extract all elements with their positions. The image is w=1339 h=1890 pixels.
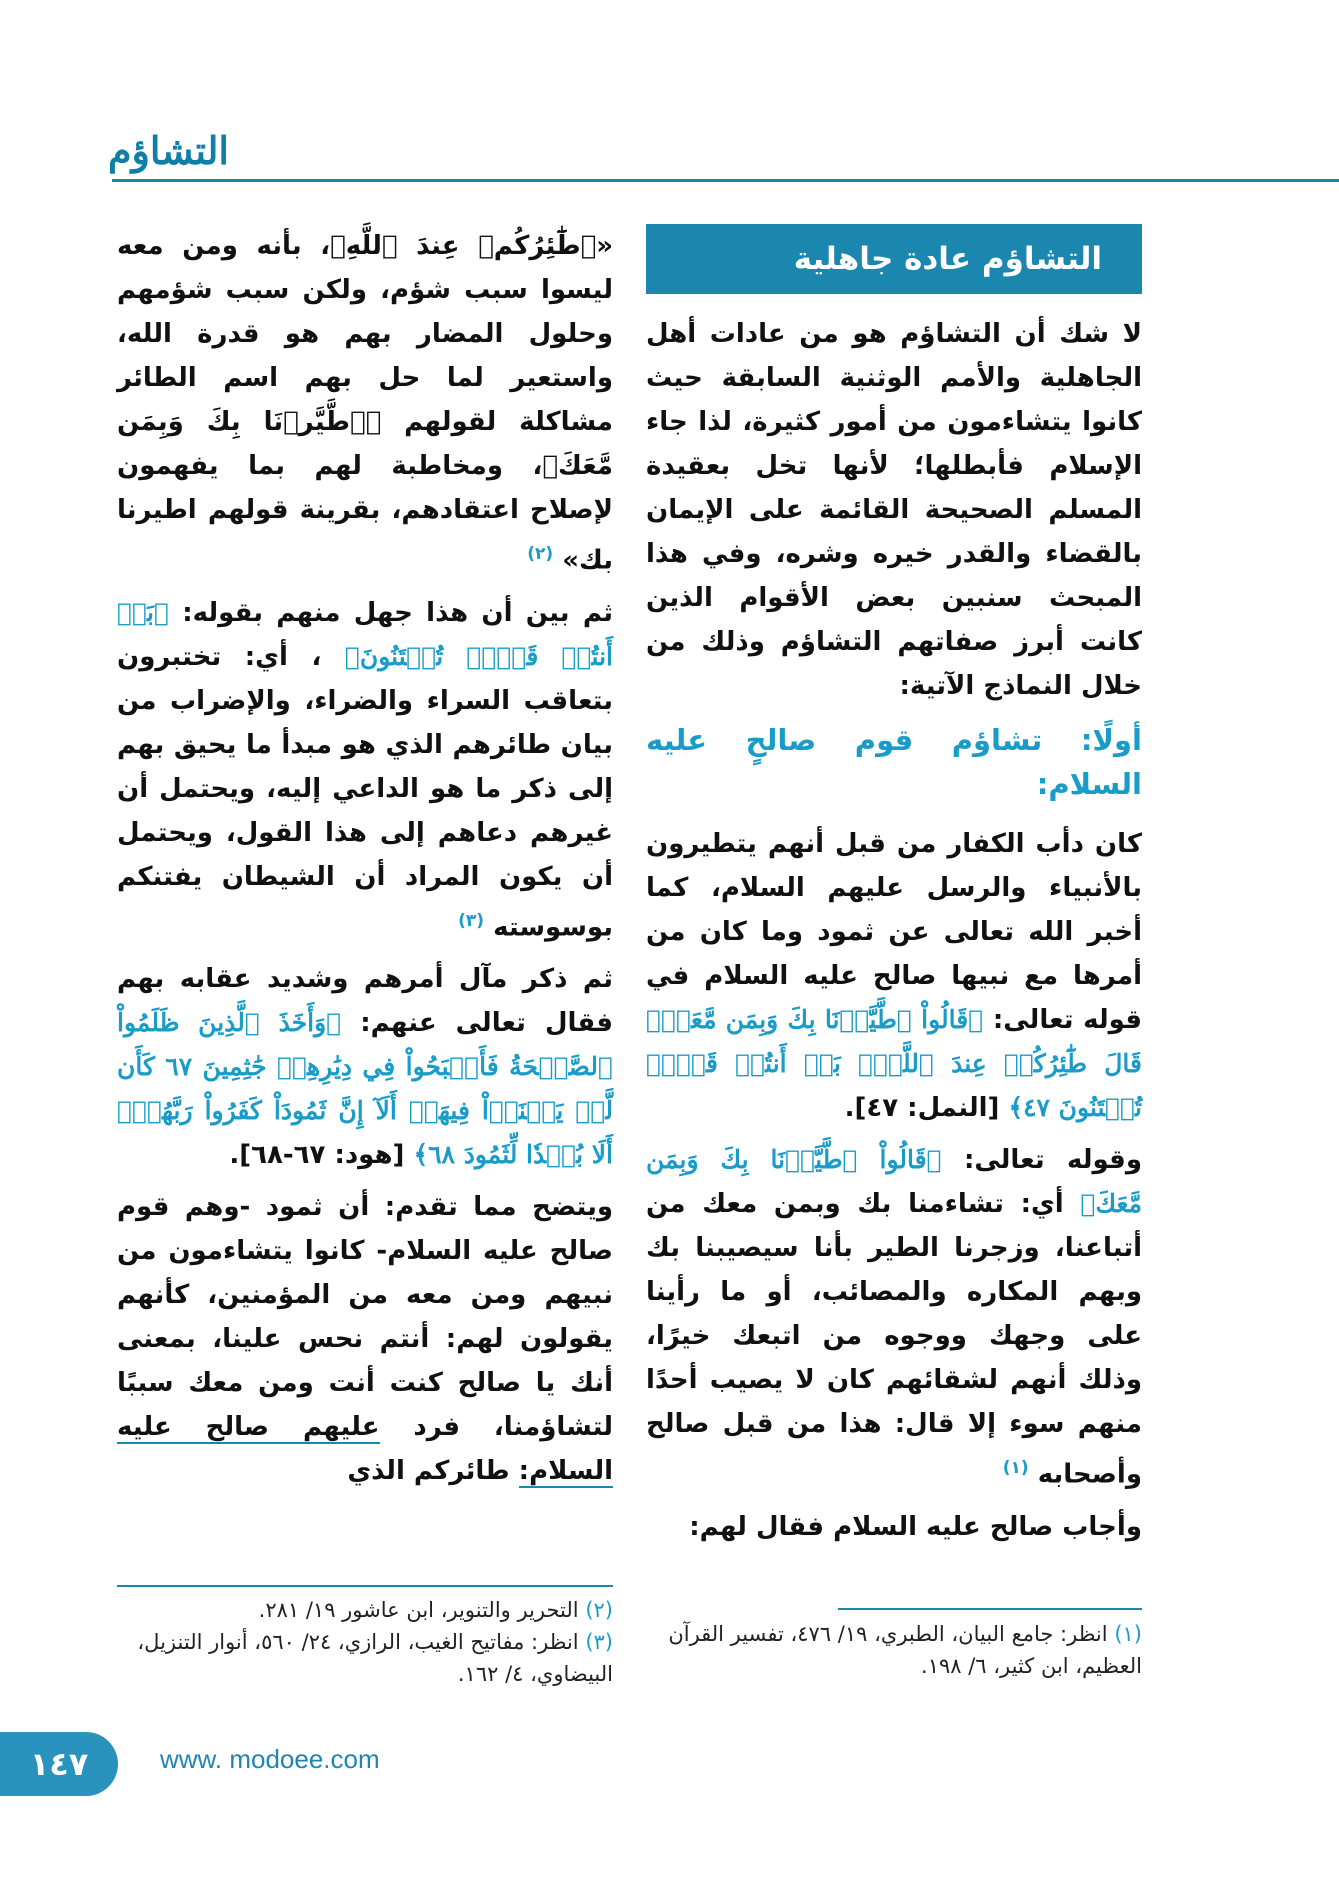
footnote — [117, 1594, 613, 1626]
paragraph — [646, 1138, 1142, 1497]
quran-verse: ﴿وَأَخَذَ ٱلَّذِينَ ظَلَمُواْ ٱلصَّيۡحَةُ فَأَصۡبَحُواْ فِي دِيَٰرِهِمۡ جَٰثِمِينَ ٦٧ كَأَن لَّمۡ يَغۡنَوۡاْ فِيهَآۗ أَلَآ إِنَّ ثَمُودَاْ كَفَرُواْ رَبَّهُمۡۗ أَلَا بُعۡدٗا لِّثَمُودَ ٦٨﴾ — [117, 1008, 613, 1170]
left-column — [117, 224, 613, 1501]
footnote-number: (٣) — [585, 1630, 613, 1654]
header-rule — [112, 179, 1339, 182]
running-header-title: التشاؤم — [108, 128, 229, 173]
paragraph-text: ويتضح مما تقدم: أن ثمود -وهم قوم صالح عليه السلام- كانوا يتشاءمون من نبيهم ومن معه من المؤمنين، كأنهم يقولون لهم: أنتم نحس علينا، بمعنى أنك يا صالح كنت أنت ومن معك سببًا لتشاؤمنا، فرد — [117, 1192, 613, 1443]
paragraph: وأجاب صالح عليه السلام فقال لهم: — [689, 1511, 1142, 1542]
paragraph — [646, 822, 1142, 1130]
footnote-number: (١) — [1114, 1622, 1142, 1646]
verse-reference: [النمل: ٤٧]. — [844, 1093, 1000, 1123]
right-column — [646, 224, 1142, 1557]
paragraph-text: ثم ذكر مآل أمرهم وشديد عقابه بهم فقال تعالى عنهم: — [117, 964, 613, 1039]
footnotes-right — [646, 1618, 1142, 1682]
paragraph-text: ثم بين أن هذا جهل منهم بقوله: — [168, 597, 613, 628]
paragraph-text: كان دأب الكفار من قبل أنهم يتطيرون بالأنبياء والرسل عليهم السلام، كما أخبر الله تعالى عن ثمود وما كان من أمرها مع نبيها صالح عليه السلام في قوله تعالى: — [646, 829, 1143, 1035]
footnote-text: انظر: مفاتيح الغيب، الرازي، ٢٤/ ٥٦٠، أنوار التنزيل، البيضاوي، ٤/ ١٦٢. — [137, 1630, 613, 1686]
footnote-rule-left — [117, 1585, 613, 1587]
paragraph-text: ، أي: تختبرون بتعاقب السراء والضراء، والإضراب من بيان طائرهم الذي هو مبدأ ما يحيق بهم إلى ذكر ما هو الداعي إليه، ويحتمل أن غيرهم دعاهم إلى هذا القول، ويحتمل أن يكون المراد أن الشيطان يفتنكم بوسوسته — [117, 641, 613, 943]
quran-verse: ﴿قَالُواْ ٱطَّيَّرۡنَا بِكَ وَبِمَن مَّعَكَ﴾ — [646, 1145, 1142, 1218]
footnote-text: التحرير والتنوير، ابن عاشور ١٩/ ٢٨١. — [258, 1598, 579, 1622]
footnote — [646, 1618, 1142, 1682]
section-title: التشاؤم عادة جاهلية — [793, 241, 1102, 277]
quran-verse: ﴿قَالُواْ ٱطَّيَّرۡنَا بِكَ وَبِمَن مَّعَكَۚ قَالَ طَٰٓئِرُكُمۡ عِندَ ٱللَّهِۖ بَلۡ أَنتُمۡ قَوۡمٞ تُفۡتَنُونَ ٤٧﴾ — [646, 1005, 1142, 1122]
footnotes-left — [117, 1594, 613, 1690]
paragraph — [117, 1185, 613, 1493]
paragraph-text: طائركم الذي — [347, 1456, 510, 1487]
section-title-box — [646, 224, 1142, 294]
paragraph-text: وقوله تعالى: — [941, 1145, 1142, 1175]
paragraph — [117, 591, 613, 950]
paragraph-text: «﴿طَٰٓئِرُكُمۡ عِندَ ٱللَّهِ﴾، بأنه ومن معه ليسوا سبب شؤم، ولكن سبب شؤمهم وحلول المضار بهم هو قدرة الله، واستعير لما حل بهم اسم الطائر مشاكلة لقولهم ﴿ٱطَّيَّرۡنَا بِكَ وَبِمَن مَّعَكَ﴾، ومخاطبة لهم بما يفهمون لإصلاح اعتقادهم، بقرينة قولهم اطيرنا بك» — [117, 231, 613, 576]
footnote-number: (٢) — [585, 1598, 613, 1622]
footnote-marker[interactable]: (١) — [1002, 1458, 1029, 1478]
paragraph-text: أي: تشاءمنا بك وبمن معك من أتباعنا، وزجرنا الطير بأنا سيصيبنا بك وبهم المكاره والمصائب، أو ما رأينا على وجهك ووجوه من اتبعك خيرًا، وذلك أنهم لشقائهم كان لا يصيب أحدًا منهم سوء إلا قال: هذا من قبل صالح وأصحابه — [646, 1189, 1142, 1490]
website-link[interactable]: www. modoee.com — [160, 1744, 380, 1774]
paragraph — [117, 957, 613, 1177]
underlined-text: عليهم صالح عليه السلام: — [117, 1412, 613, 1487]
footnote-marker[interactable]: (٢) — [527, 544, 554, 564]
subheading: أولًا: تشاؤم قوم صالحٍ عليه السلام: — [646, 723, 1142, 801]
intro-paragraph: لا شك أن التشاؤم هو من عادات أهل الجاهلية والأمم الوثنية السابقة حيث كانوا يتشاءمون من أمور كثيرة، لذا جاء الإسلام فأبطلها؛ لأنها تخل بعقيدة المسلم الصحيحة القائمة على الإيمان بالقضاء والقدر خيره وشره، وفي هذا المبحث سنبين بعض الأقوام الذين كانت أبرز صفاتهم التشاؤم وذلك من خلال النماذج الآتية: — [646, 319, 1142, 701]
page-number: ١٤٧ — [29, 1745, 89, 1783]
footnote-rule-right — [838, 1608, 1142, 1610]
page-number-badge — [0, 1732, 118, 1796]
footnote-marker[interactable]: (٣) — [458, 910, 485, 931]
paragraph — [117, 224, 613, 583]
verse-reference: [هود: ٦٧-٦٨]. — [229, 1140, 405, 1171]
footnote-text: انظر: جامع البيان، الطبري، ١٩/ ٤٧٦، تفسير القرآن العظيم، ابن كثير، ٦/ ١٩٨. — [668, 1622, 1142, 1678]
quran-verse: ﴿بَلۡ أَنتُمۡ قَوۡمٞ تُفۡتَنُونَ﴾ — [117, 597, 614, 671]
footnote — [117, 1626, 613, 1690]
